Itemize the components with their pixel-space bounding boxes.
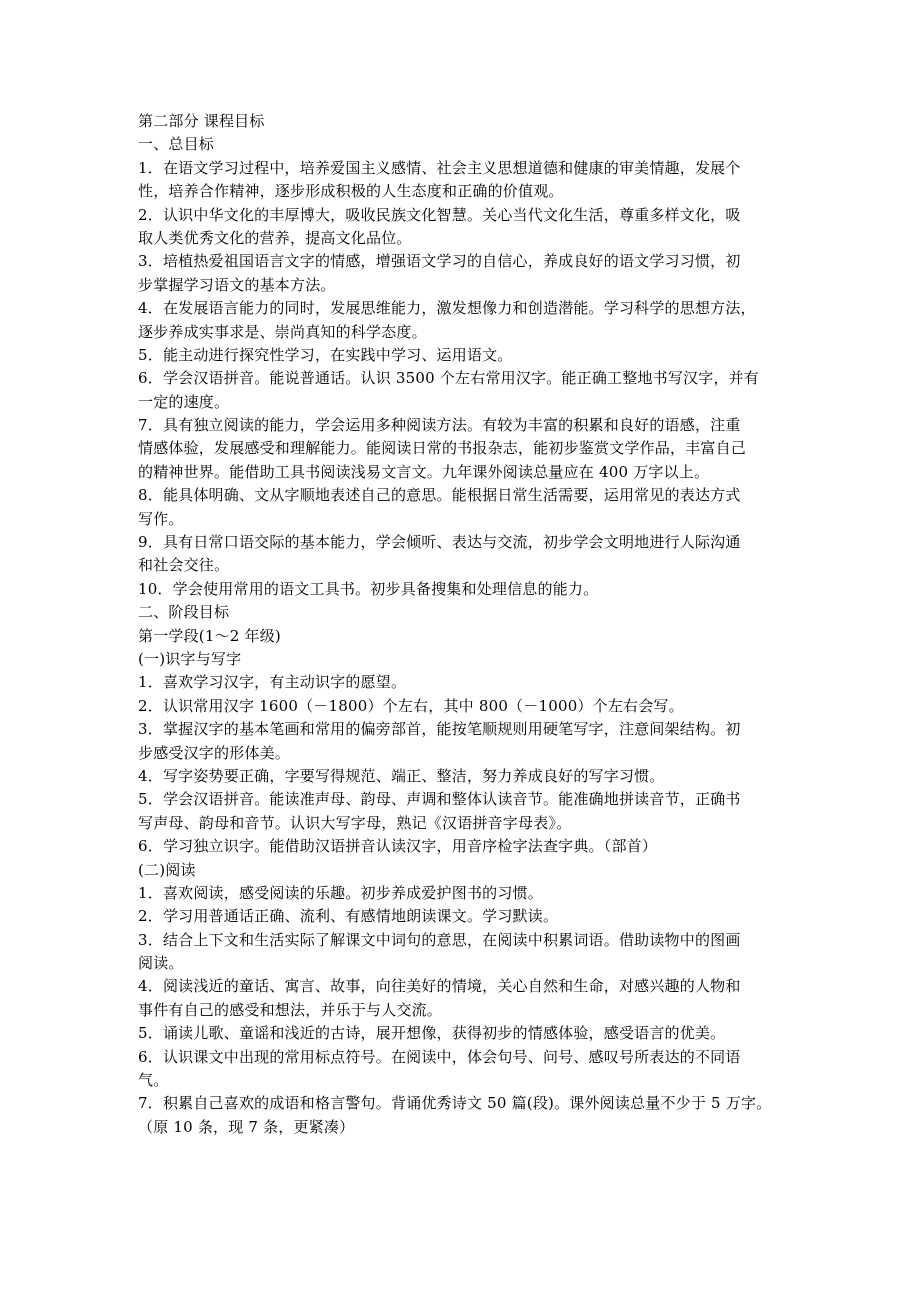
text-line: 阅读。 [138, 954, 184, 973]
text-line: 1．喜欢学习汉字，有主动识字的愿望。 [138, 673, 407, 692]
text-line: 2．认识常用汉字 1600（－1800）个左右，其中 800（－1000）个左右会写。 [138, 696, 684, 715]
text-line: 性，培养合作精神，逐步形成积极的人生态度和正确的价值观。 [138, 182, 564, 201]
text-line: 5．能主动进行探究性学习，在实践中学习、运用语文。 [138, 345, 513, 364]
text-line: 和社会交往。 [138, 556, 230, 575]
text-line: 写作。 [138, 509, 184, 528]
text-line: 3．结合上下文和生活实际了解课文中词句的意思，在阅读中积累词语。借助读物中的图画 [138, 930, 741, 949]
subsection-heading: 一、总目标 [138, 135, 215, 154]
text-line: 8．能具体明确、文从字顺地表述自己的意思。能根据日常生活需要，运用常见的表达方式 [138, 486, 741, 505]
text-line: 9．具有日常口语交际的基本能力，学会倾听、表达与交流，初步学会文明地进行人际沟通 [138, 533, 741, 552]
section-title: 第二部分 课程目标 [138, 112, 265, 130]
text-line: 6．学会汉语拼音。能说普通话。认识 3500 个左右常用汉字。能正确工整地书写汉字，并有 [138, 369, 760, 388]
text-line: 10．学会使用常用的语文工具书。初步具备搜集和处理信息的能力。 [138, 579, 599, 598]
document-body [138, 110, 786, 1139]
text-line: 一定的速度。 [138, 392, 230, 411]
text-line: 事件有自己的感受和想法，并乐于与人交流。 [138, 1000, 443, 1019]
text-line: 1．喜欢阅读，感受阅读的乐趣。初步养成爱护图书的习惯。 [138, 883, 543, 902]
text-line: 取人类优秀文化的营养，提高文化品位。 [138, 228, 412, 247]
text-line: 6．认识课文中出现的常用标点符号。在阅读中，体会句号、问号、感叹号所表达的不同语 [138, 1047, 741, 1066]
text-line: 5．诵读儿歌、童谣和浅近的古诗，展开想像，获得初步的情感体验，感受语言的优美。 [138, 1024, 726, 1043]
text-line: 3．培植热爱祖国语言文字的情感，增强语文学习的自信心，养成良好的语文学习习惯，初 [138, 252, 741, 271]
text-line: 步感受汉字的形体美。 [138, 743, 291, 762]
text-line: 2．学习用普通话正确、流利、有感情地朗读课文。学习默读。 [138, 907, 559, 926]
text-line: 1．在语文学习过程中，培养爱国主义感情、社会主义思想道德和健康的审美情趣，发展个 [138, 158, 741, 177]
text-line: 的精神世界。能借助工具书阅读浅易文言文。九年课外阅读总量应在 400 万字以上。 [138, 462, 710, 481]
subsection-heading: 二、阶段目标 [138, 603, 230, 622]
text-line: 步掌握学习语文的基本方法。 [138, 275, 336, 294]
text-line: 7．具有独立阅读的能力，学会运用多种阅读方法。有较为丰富的积累和良好的语感，注重 [138, 416, 741, 435]
note-line: （原 10 条，现 7 条，更紧凑） [138, 1117, 355, 1136]
text-line: 情感体验，发展感受和理解能力。能阅读日常的书报杂志，能初步鉴赏文学作品，丰富自己 [138, 439, 747, 458]
text-line: 5．学会汉语拼音。能读准声母、韵母、声调和整体认读音节。能准确地拼读音节，正确书 [138, 790, 741, 809]
text-line: 4．阅读浅近的童话、寓言、故事，向往美好的情境，关心自然和生命，对感兴趣的人物和 [138, 977, 741, 996]
text-line: 7．积累自己喜欢的成语和格言警句。背诵优秀诗文 50 篇(段)。课外阅读总量不少于 5 万字。 [138, 1094, 772, 1113]
text-line: 3．掌握汉字的基本笔画和常用的偏旁部首，能按笔顺规则用硬笔写字，注意间架结构。初 [138, 720, 741, 739]
text-line: 逐步养成实事求是、崇尚真知的科学态度。 [138, 322, 427, 341]
text-line: 4．写字姿势要正确，字要写得规范、端正、整洁，努力养成良好的写字习惯。 [138, 766, 665, 785]
text-line: 气。 [138, 1071, 169, 1090]
text-line: 4．在发展语言能力的同时，发展思维能力，激发想像力和创造潜能。学习科学的思想方法， [138, 299, 756, 318]
stage-heading: 第一学段(1～2 年级) [138, 626, 281, 645]
text-line: 2．认识中华文化的丰厚博大，吸收民族文化智慧。关心当代文化生活，尊重多样文化，吸 [138, 205, 741, 224]
text-line: 6．学习独立识字。能借助汉语拼音认读汉字，用音序检字法查字典。（部首） [138, 837, 658, 856]
text-line: 写声母、韵母和音节。认识大写字母，熟记《汉语拼音字母表》。 [138, 813, 572, 832]
topic-heading: (二)阅读 [138, 860, 196, 879]
topic-heading: (一)识字与写字 [138, 649, 242, 668]
